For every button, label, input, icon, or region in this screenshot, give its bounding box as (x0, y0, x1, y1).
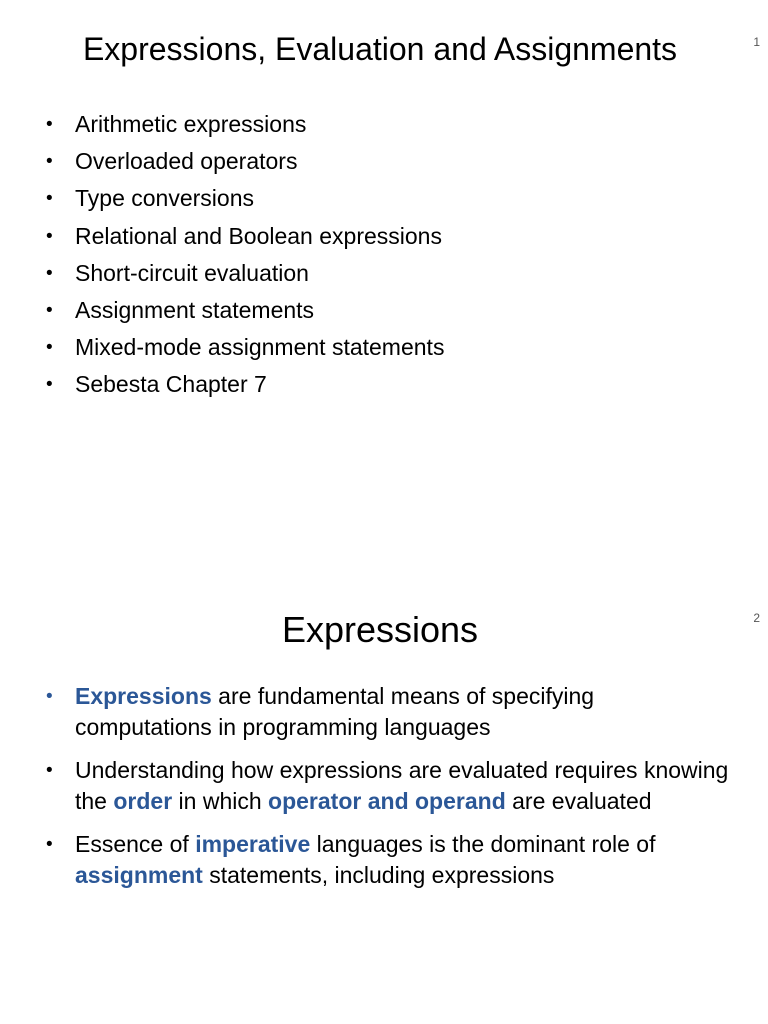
bullet-list (46, 106, 444, 404)
bullet-icon: • (46, 225, 53, 247)
bullet-icon: • (46, 374, 53, 396)
slide-2 (0, 580, 768, 1024)
bullet-text: are evaluated (505, 788, 652, 814)
bullet-item (46, 755, 735, 817)
emphasized-term: Expressions (75, 683, 212, 709)
bullet-item (46, 292, 444, 329)
bullet-text: Short-circuit evaluation (75, 259, 309, 286)
bullet-item (46, 180, 444, 217)
emphasized-term: operator and operand (268, 788, 506, 814)
bullet-text: Essence of (75, 831, 196, 857)
bullet-item (46, 106, 444, 143)
bullet-icon: • (46, 760, 53, 781)
bullet-text: Understanding how expressions are evaluated requires knowing the (75, 757, 729, 814)
slide-number: 1 (753, 35, 760, 49)
emphasized-term: assignment (75, 862, 203, 888)
bullet-item (46, 681, 735, 743)
bullet-item (46, 143, 444, 180)
bullet-item (46, 218, 444, 255)
bullet-text: Arithmetic expressions (75, 111, 307, 137)
bullet-icon: • (46, 686, 53, 707)
bullet-item (46, 255, 444, 292)
bullet-item (46, 366, 444, 403)
slide-title: Expressions (281, 609, 479, 650)
bullet-text: Relational and Boolean expressions (75, 222, 442, 249)
bullet-text: in which (172, 788, 269, 814)
bullet-icon: • (46, 337, 53, 359)
slide-number: 2 (753, 611, 760, 625)
bullet-list (46, 681, 735, 891)
bullet-text: Sebesta Chapter 7 (75, 371, 267, 398)
bullet-text: Assignment statements (75, 296, 315, 323)
emphasized-term: imperative (195, 831, 311, 857)
bullet-icon: • (46, 151, 53, 173)
bullet-text: Mixed-mode assignment statements (75, 334, 445, 361)
bullet-text: languages is the dominant role of (310, 831, 656, 857)
bullet-item (46, 829, 735, 891)
bullet-item (46, 329, 444, 366)
bullet-icon: • (46, 262, 53, 284)
bullet-text: Type conversions (75, 185, 254, 212)
bullet-text: are fundamental means of specifying computations in programming languages (75, 683, 595, 740)
bullet-text: Overloaded operators (75, 148, 298, 175)
bullet-icon: • (46, 299, 53, 321)
bullet-icon: • (46, 834, 53, 855)
bullet-icon: • (46, 188, 53, 210)
slide-title: Expressions, Evaluation and Assignments (82, 31, 678, 67)
bullet-text: statements, including expressions (202, 862, 555, 888)
bullet-icon: • (46, 114, 53, 135)
emphasized-term: order (113, 788, 173, 814)
